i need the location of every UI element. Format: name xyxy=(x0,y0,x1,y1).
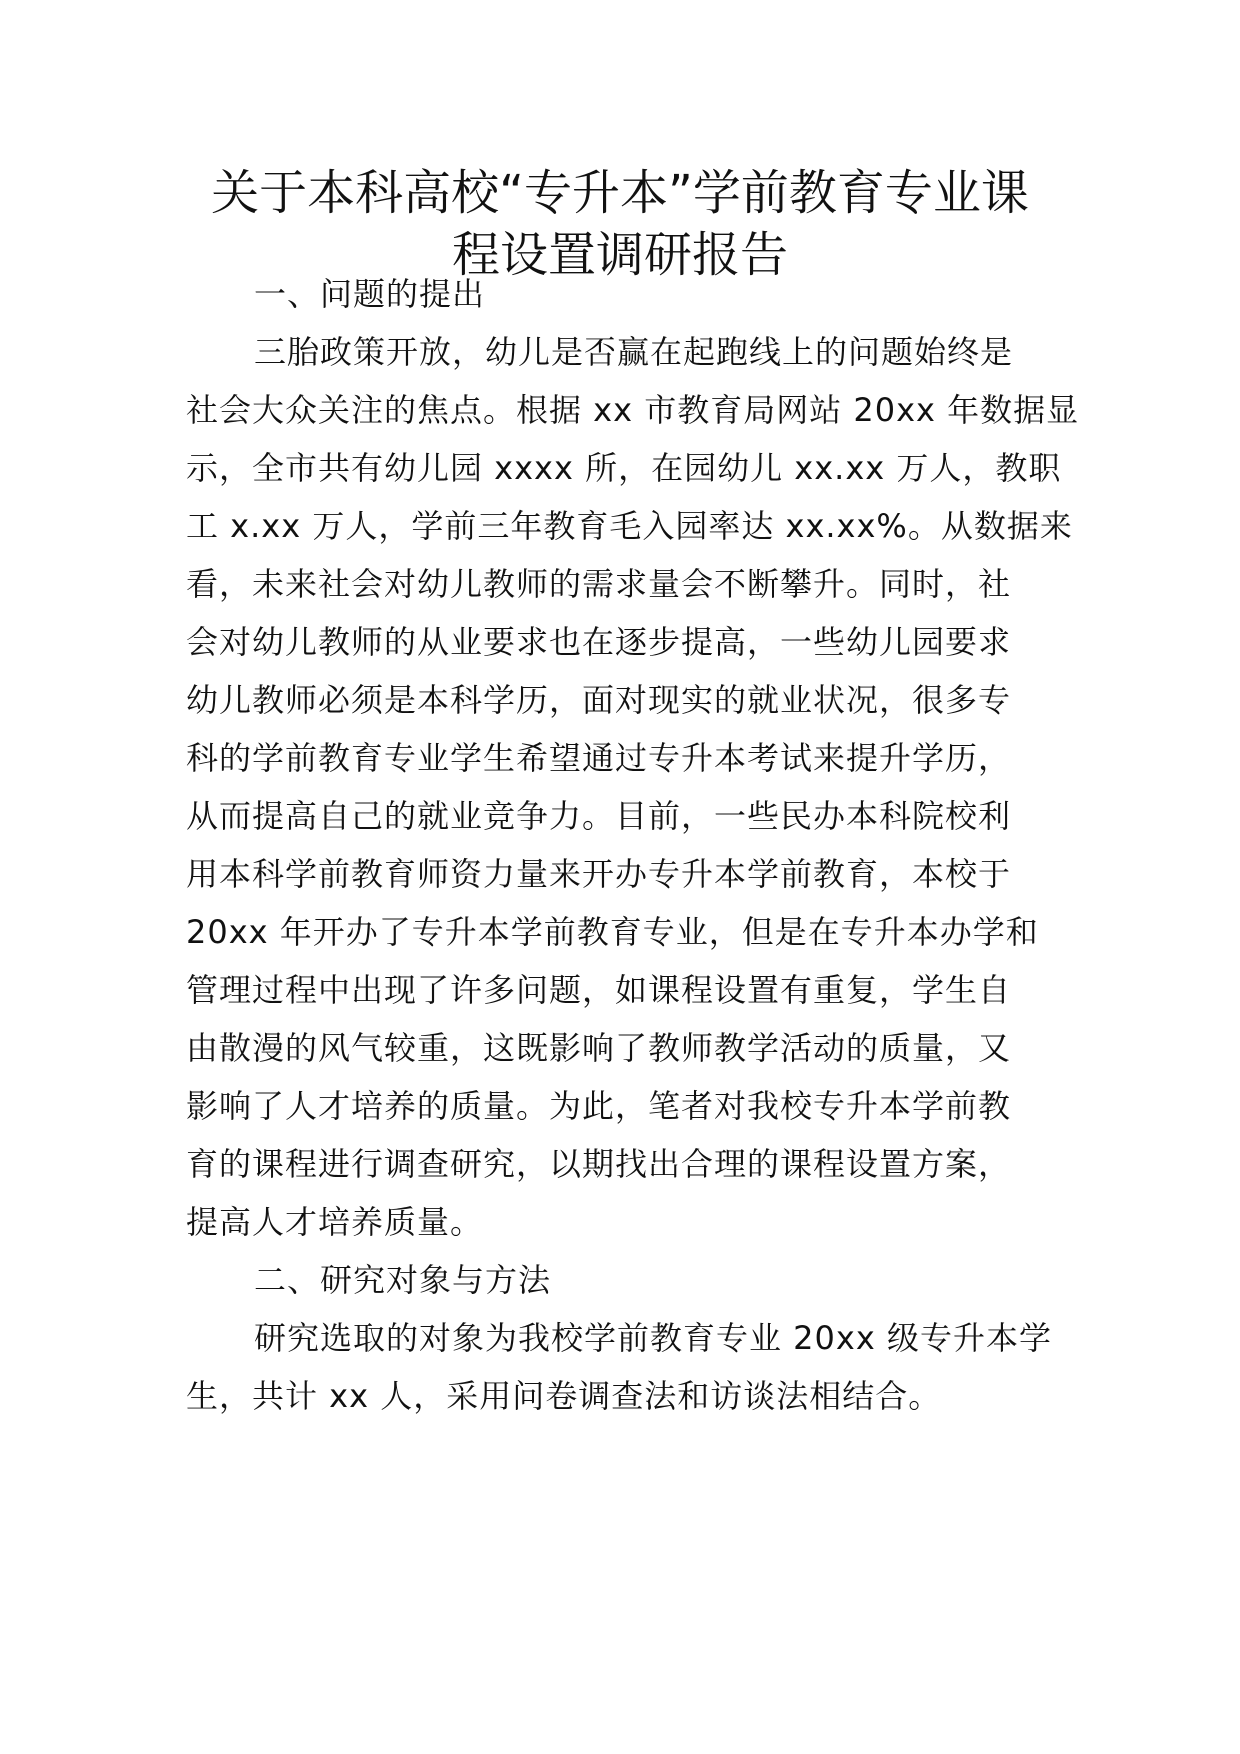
paragraph-line: 20xx 年开办了专升本学前教育专业，但是在专升本办学和 xyxy=(186,913,1039,951)
paragraph-line: 从而提高自己的就业竞争力。目前，一些民办本科院校利 xyxy=(186,797,1012,835)
paragraph-line: 管理过程中出现了许多问题，如课程设置有重复，学生自 xyxy=(186,971,1012,1009)
paragraph-line: 生，共计 xx 人，采用问卷调查法和访谈法相结合。 xyxy=(186,1377,942,1415)
paragraph-line: 提高人才培养质量。 xyxy=(186,1203,484,1241)
paragraph-line: 工 x.xx 万人，学前三年教育毛入园率达 xx.xx%。从数据来 xyxy=(186,507,1073,545)
section-heading: 二、研究对象与方法 xyxy=(254,1261,552,1299)
paragraph-line: 研究选取的对象为我校学前教育专业 20xx 级专升本学 xyxy=(254,1319,1052,1357)
paragraph-line: 育的课程进行调查研究，以期找出合理的课程设置方案， xyxy=(186,1145,1012,1183)
paragraph-line: 幼儿教师必须是本科学历，面对现实的就业状况，很多专 xyxy=(186,681,1012,719)
paragraph-line: 会对幼儿教师的从业要求也在逐步提高，一些幼儿园要求 xyxy=(186,623,1012,661)
paragraph-line: 社会大众关注的焦点。根据 xx 市教育局网站 20xx 年数据显 xyxy=(186,391,1080,429)
paragraph-line: 科的学前教育专业学生希望通过专升本考试来提升学历， xyxy=(186,739,1012,777)
paragraph-line: 由散漫的风气较重，这既影响了教师教学活动的质量，又 xyxy=(186,1029,1012,1067)
title-line: 关于本科高校“专升本”学前教育专业课 xyxy=(211,165,1029,221)
title-line: 程设置调研报告 xyxy=(451,227,788,283)
paragraph-line: 影响了人才培养的质量。为此，笔者对我校专升本学前教 xyxy=(186,1087,1012,1125)
paragraph-line: 示，全市共有幼儿园 xxxx 所，在园幼儿 xx.xx 万人，教职 xyxy=(186,449,1062,487)
paragraph-line: 三胎政策开放，幼儿是否赢在起跑线上的问题始终是 xyxy=(254,333,1014,371)
section-heading: 一、问题的提出 xyxy=(254,275,486,313)
document-title xyxy=(150,162,1090,286)
paragraph-line: 看，未来社会对幼儿教师的需求量会不断攀升。同时，社 xyxy=(186,565,1012,603)
paragraph-line: 用本科学前教育师资力量来开办专升本学前教育，本校于 xyxy=(186,855,1012,893)
